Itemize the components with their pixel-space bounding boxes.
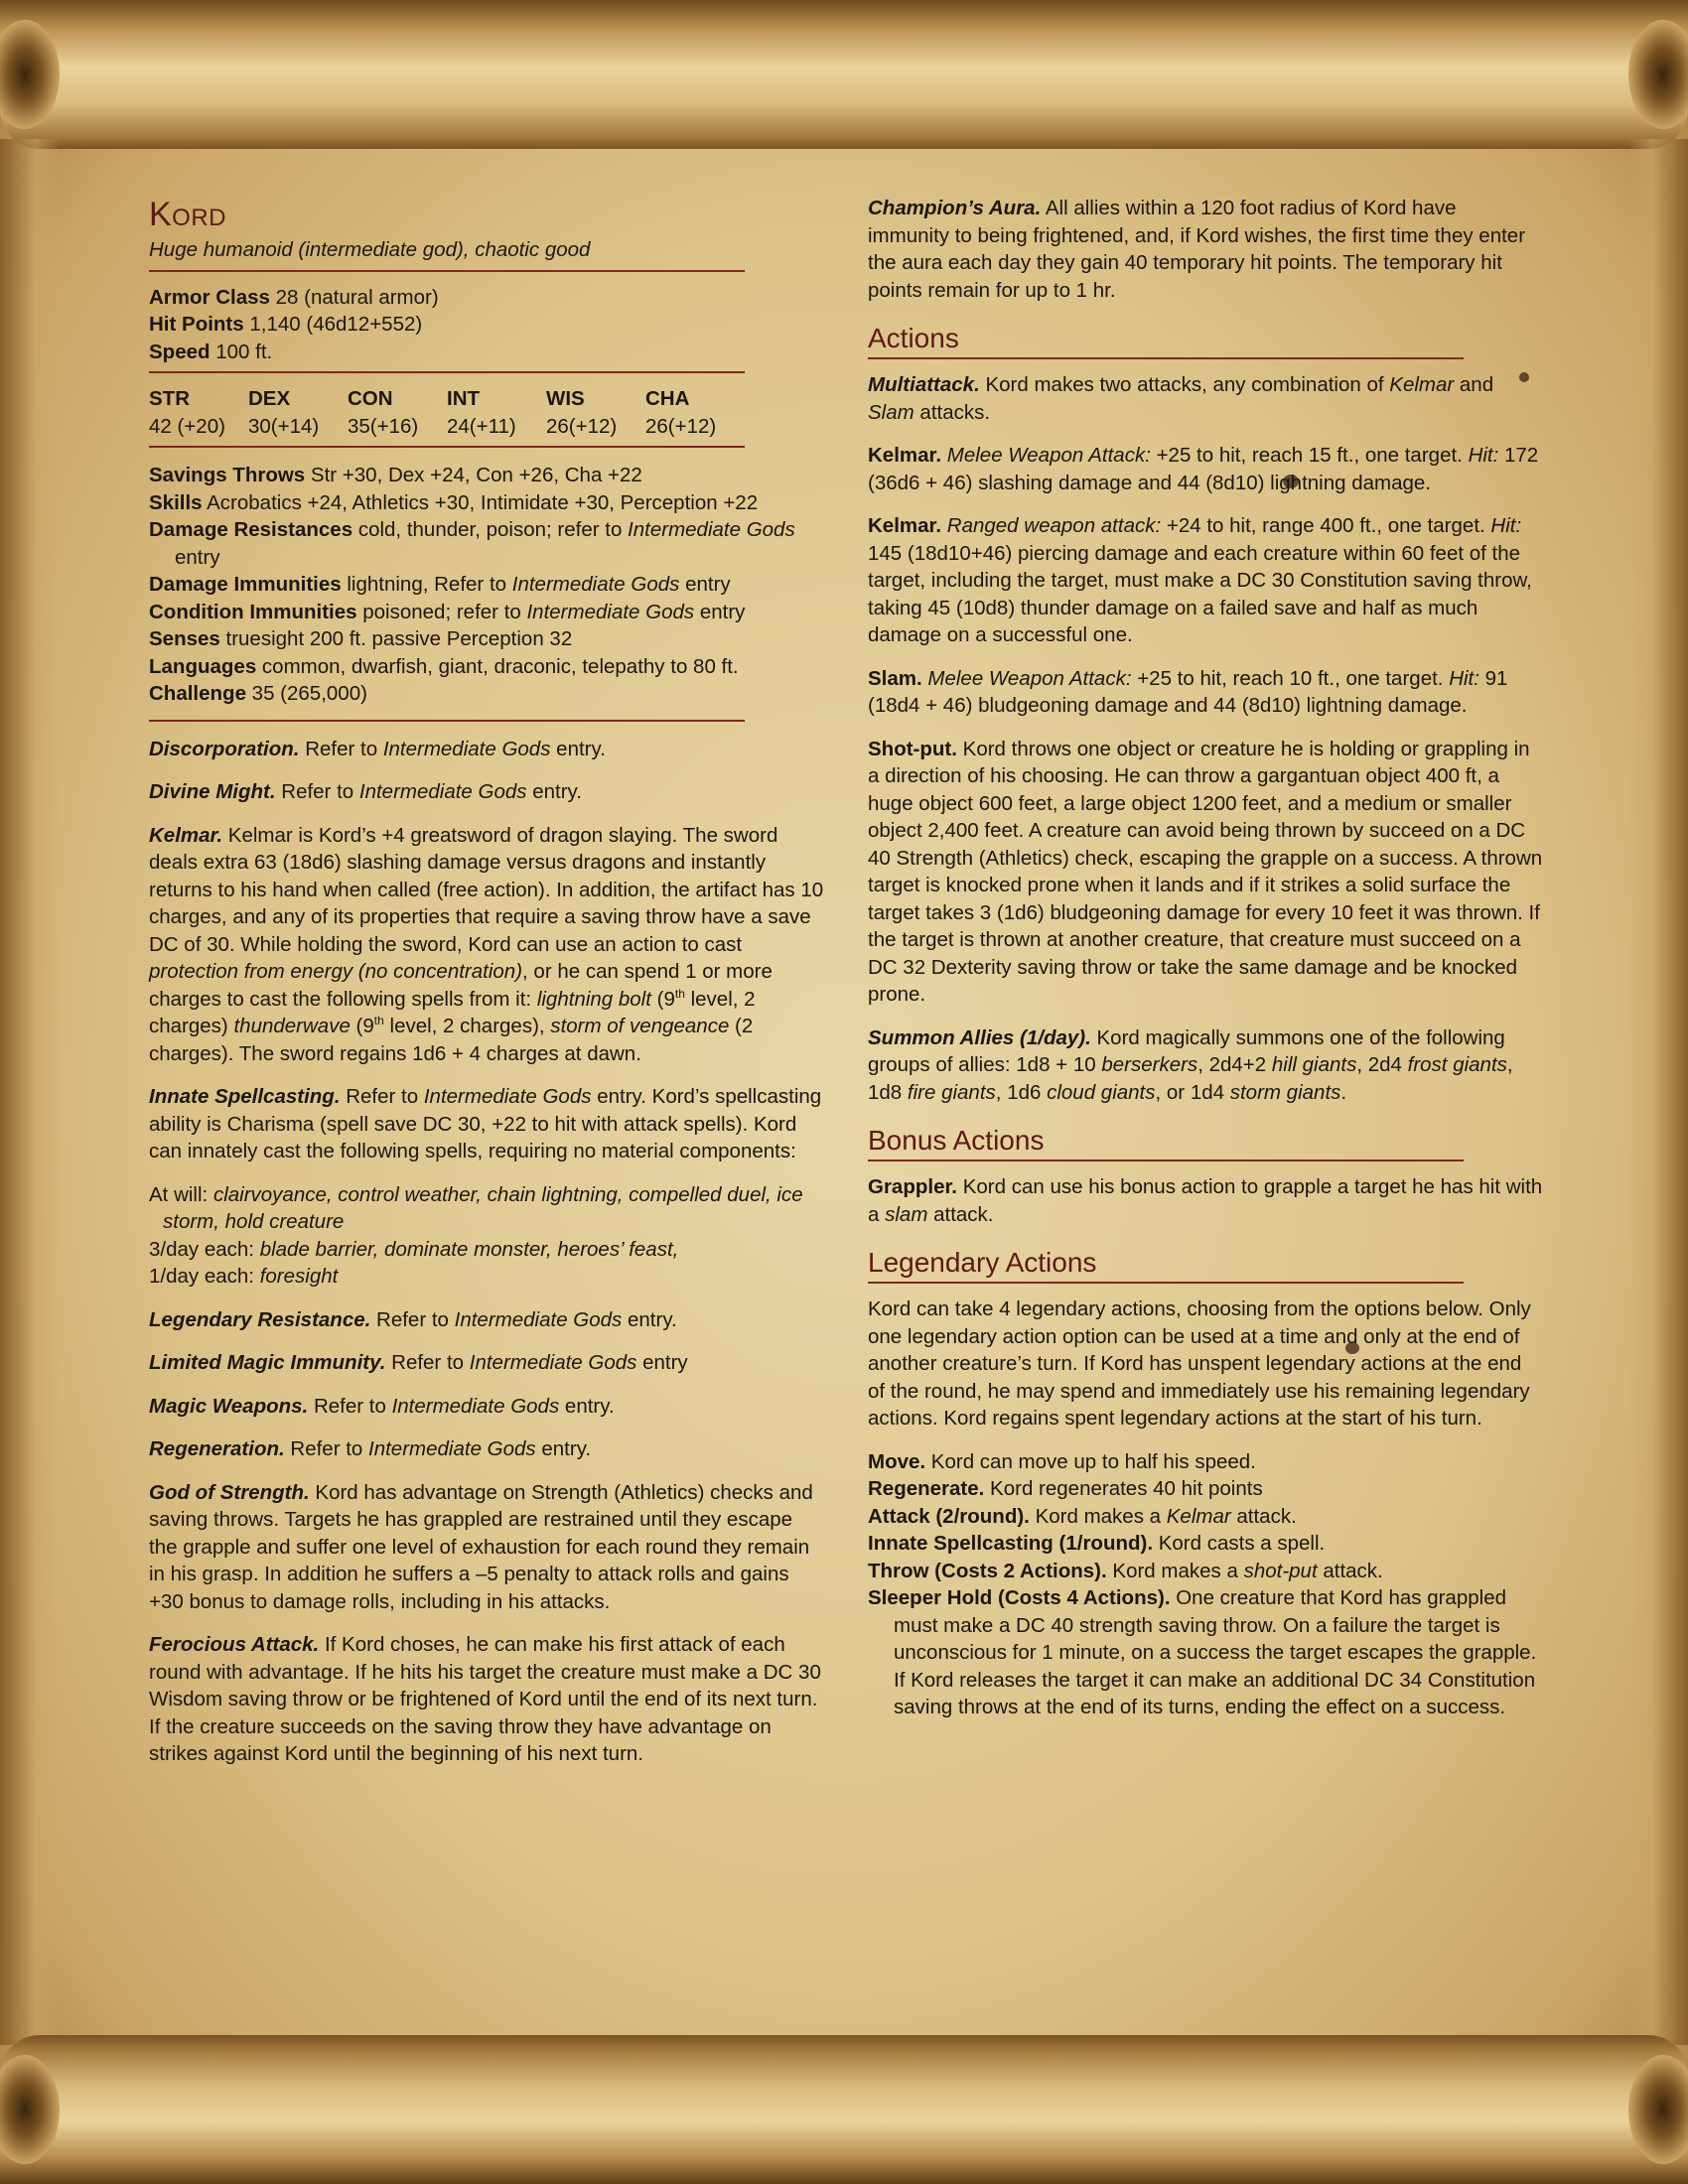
scroll-bottom-roll <box>0 2035 1688 2184</box>
condition-immunities: Condition Immunities poisoned; refer to Intermediate Gods entry <box>149 600 746 623</box>
ability-label: DEX <box>248 387 291 410</box>
ability-label: CON <box>348 387 393 410</box>
divider <box>149 720 745 722</box>
trait-magic-weapons: Magic Weapons. Refer to Intermediate Gods entry. <box>149 1394 615 1418</box>
damage-resistances: Damage Resistances cold, thunder, poison; refer to Intermediate Gods entry <box>149 518 795 569</box>
ability-label: CHA <box>645 387 690 410</box>
trait-legendary-resistance: Legendary Resistance. Refer to Intermediate Gods entry. <box>149 1307 677 1331</box>
parchment-left-edge <box>0 139 60 2045</box>
saving-throws: Savings Throws Str +30, Dex +24, Con +26, Cha +22 <box>149 464 642 486</box>
ability-scores <box>149 413 745 441</box>
legendary-attack: Attack (2/round). Kord makes a Kelmar attack. <box>868 1504 1297 1528</box>
monster-type: Huge humanoid (intermediate god), chaotic good <box>149 238 591 261</box>
ability-label: INT <box>447 387 481 410</box>
trait-innate-spellcasting: Innate Spellcasting. Refer to Intermediate Gods entry. Kord’s spellcasting ability is Charisma (spell save DC 30, +22 to hit with attack spells). Kord can innately cast the following spells, requiring no material components: <box>149 1085 822 1162</box>
trait-ferocious-attack: Ferocious Attack. If Kord choses, he can make his first attack of each round with advantage. If he hits his target the creature must make a DC 30 Wisdom saving throw or be frightened of Kord until the end of its next turn. If the creature succeeds on the saving throw they have advantage on strikes against Kord until the beginning of his next turn. <box>149 1633 821 1765</box>
left-column <box>149 195 824 1784</box>
legendary-move: Move. Kord can move up to half his speed. <box>868 1449 1256 1473</box>
speed: Speed 100 ft. <box>149 340 273 363</box>
scroll-curl-right <box>1628 2055 1688 2164</box>
hit-points: Hit Points 1,140 (46d12+552) <box>149 313 423 336</box>
armor-class: Armor Class 28 (natural armor) <box>149 285 439 309</box>
bonus-grappler: Grappler. Kord can use his bonus action to grapple a target he has hit with a slam attack. <box>868 1175 1543 1226</box>
monster-name: Kord <box>149 196 227 233</box>
languages: Languages common, dwarfish, giant, draconic, telepathy to 80 ft. <box>149 654 739 678</box>
ability-score: 26(+12) <box>645 414 717 438</box>
action-slam: Slam. Melee Weapon Attack: +25 to hit, reach 10 ft., one target. Hit: 91 (18d4 + 46) bludgeoning damage and 44 (8d10) lightning damage. <box>868 666 1508 717</box>
divider <box>149 446 745 448</box>
action-kelmar-ranged: Kelmar. Ranged weapon attack: +24 to hit, range 400 ft., one target. Hit: 145 (18d10+46) piercing damage and each creature within 60 feet of the target, including the target, must make a DC 30 Constitution saving throw, taking 45 (10d8) thunder damage on a failed save and half as much damage on a successful one. <box>868 514 1532 646</box>
ability-score: 35(+16) <box>348 414 419 438</box>
spell-list <box>149 1181 824 1291</box>
legendary-actions-heading: Legendary Actions <box>868 1246 1464 1284</box>
legendary-regenerate: Regenerate. Kord regenerates 40 hit points <box>868 1477 1263 1500</box>
scroll-curl-left <box>0 20 60 129</box>
action-shot-put: Shot-put. Kord throws one object or creature he is holding or grappling in a direction of his choosing. He can throw a gargantuan object 400 ft, a huge object 600 feet, a large object 1200 feet, and a medium or smaller object 2,400 feet. A creature can avoid being thrown by succeed on a DC 40 Strength (Athletics) check, escaping the grapple on a success. A thrown target is knocked prone when it lands and if it strikes a solid surface the target takes 3 (1d6) bludgeoning damage for every 10 feet it was thrown. If the target is thrown at another creature, that creature must succeed on a DC 32 Dexterity saving throw or take the same damage and be knocked prone. <box>868 737 1543 1006</box>
legendary-innate: Innate Spellcasting (1/round). Kord casts a spell. <box>868 1532 1326 1555</box>
ability-score: 26(+12) <box>546 414 618 438</box>
trait-regeneration: Regeneration. Refer to Intermediate Gods entry. <box>149 1437 592 1460</box>
ability-label: WIS <box>546 387 585 410</box>
action-kelmar-melee: Kelmar. Melee Weapon Attack: +25 to hit, reach 15 ft., one target. Hit: 172 (36d6 + 46) slashing damage and 44 (8d10) lightning damage. <box>868 444 1539 494</box>
right-column <box>868 195 1543 1721</box>
scroll-curl-left <box>0 2055 60 2164</box>
action-summon-allies: Summon Allies (1/day). Kord magically summons one of the following groups of allies: 1d8 + 10 berserkers, 2d4+2 hill giants, 2d4 frost giants, 1d8 fire giants, 1d6 cloud giants, or 1d4 storm giants. <box>868 1025 1513 1104</box>
senses: Senses truesight 200 ft. passive Perception 32 <box>149 627 573 650</box>
trait-limited-magic-immunity: Limited Magic Immunity. Refer to Intermediate Gods entry <box>149 1351 688 1374</box>
legendary-sleeper-hold: Sleeper Hold (Costs 4 Actions). One creature that Kord has grappled must make a DC 40 strength saving throw. On a failure the target is unconscious for 1 minute, on a success the target escapes the grapple. If Kord releases the target it can make an additional DC 34 Constitution saving throws at the end of its turns, ending the effect on a success. <box>868 1586 1537 1718</box>
divider <box>149 270 745 272</box>
legendary-throw: Throw (Costs 2 Actions). Kord makes a shot-put attack. <box>868 1559 1383 1582</box>
ability-score: 42 (+20) <box>149 414 225 438</box>
spells-at-will: At will: clairvoyance, control weather, chain lightning, compelled duel, ice storm, hold creature <box>149 1182 803 1233</box>
damage-immunities: Damage Immunities lightning, Refer to Intermediate Gods entry <box>149 573 731 596</box>
ability-labels <box>149 385 745 413</box>
scroll-top-roll <box>0 0 1688 149</box>
action-multiattack: Multiattack. Kord makes two attacks, any combination of Kelmar and Slam attacks. <box>868 373 1494 424</box>
ability-label: STR <box>149 387 190 410</box>
ability-score: 30(+14) <box>248 414 320 438</box>
parchment-right-edge <box>1628 139 1688 2045</box>
spells-one-per-day: 1/day each: foresight <box>149 1265 339 1288</box>
scroll-curl-right <box>1628 20 1688 129</box>
legendary-intro: Kord can take 4 legendary actions, choosing from the options below. Only one legendary action option can be used at a time and only at the end of another creature’s turn. If Kord has unspent legendary actions at the end of the round, he may spend and immediately use his remaining legendary actions. Kord regains spent legendary actions at the start of his turn. <box>868 1297 1531 1430</box>
trait-god-of-strength: God of Strength. Kord has advantage on Strength (Athletics) checks and saving throws. Targets he has grappled are restrained until they escape the grapple and suffer one level of exhaustion for each round they remain in his grasp. In addition he suffers a –5 penalty to attack rolls and gains +30 bonus to damage rolls, including in his attacks. <box>149 1480 813 1613</box>
challenge: Challenge 35 (265,000) <box>149 682 367 705</box>
trait-champions-aura: Champion’s Aura. All allies within a 120 foot radius of Kord have immunity to being frightened, and, if Kord wishes, the first time they enter the aura each day they gain 40 temporary hit points. The temporary hit points remain for up to 1 hr. <box>868 197 1526 302</box>
bonus-actions-heading: Bonus Actions <box>868 1124 1464 1161</box>
trait-divine-might: Divine Might. Refer to Intermediate Gods entry. <box>149 780 582 803</box>
divider <box>149 371 745 373</box>
trait-kelmar: Kelmar. Kelmar is Kord’s +4 greatsword of dragon slaying. The sword deals extra 63 (18d6) slashing damage versus dragons and instantly returns to his hand when called (free action). In addition, the artifact has 10 charges, and any of its properties that require a saving throw have a save DC of 30. While holding the sword, Kord can use an action to cast protection from energy (no concentration), or he can spend 1 or more charges to cast the following spells from it: lightning bolt (9th level, 2 charges) thunderwave (9th level, 2 charges), storm of vengeance (2 charges). The sword regains 1d6 + 4 charges at dawn. <box>149 823 824 1065</box>
trait-discorporation: Discorporation. Refer to Intermediate Gods entry. <box>149 737 606 760</box>
skills: Skills Acrobatics +24, Athletics +30, Intimidate +30, Perception +22 <box>149 490 759 514</box>
ability-score: 24(+11) <box>447 414 516 438</box>
spells-three-per-day: 3/day each: blade barrier, dominate monster, heroes’ feast, <box>149 1237 679 1261</box>
actions-heading: Actions <box>868 322 1464 359</box>
